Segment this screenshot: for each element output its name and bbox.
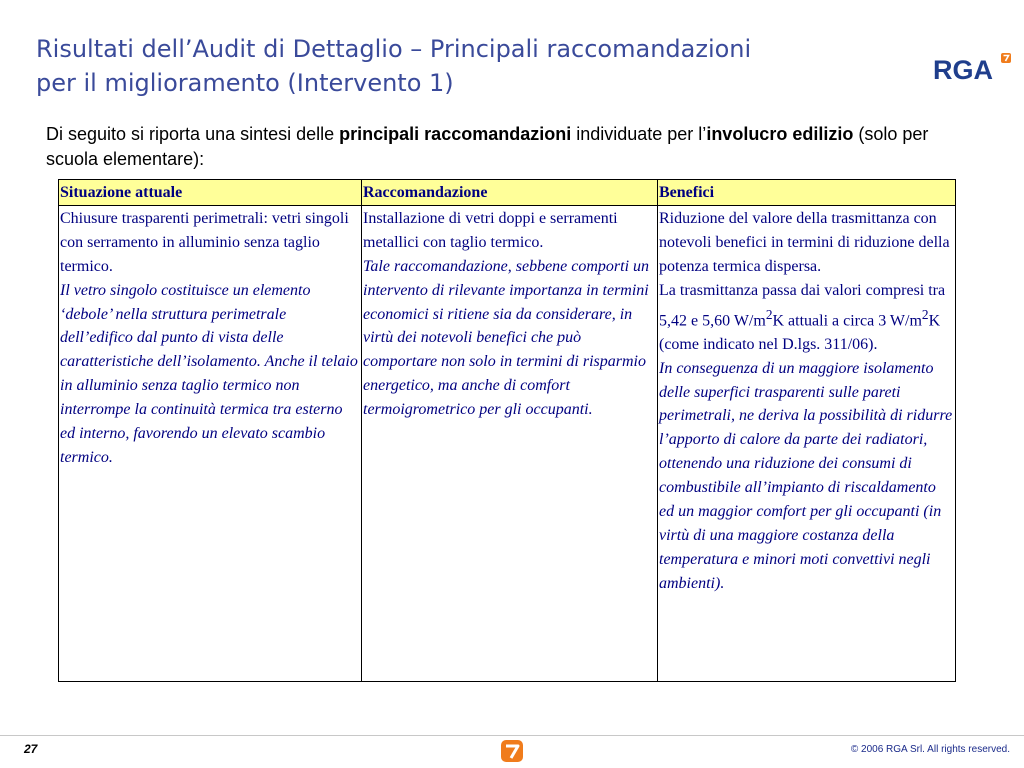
cell-raccomandazione xyxy=(362,205,658,681)
slide-title-line1: Risultati dell’Audit di Dettaglio – Principali raccomandazioni xyxy=(36,35,752,63)
benefici-text-1: Riduzione del valore della trasmittanza con notevoli benefici in termini di riduzione della potenza termica dispersa. xyxy=(659,209,950,275)
rga-logo xyxy=(932,52,1012,84)
footer-logo xyxy=(500,739,524,763)
intro-paragraph xyxy=(46,122,946,172)
raccomandazione-text: Installazione di vetri doppi e serramenti metallici con taglio termico. xyxy=(363,209,618,251)
recommendations-table xyxy=(58,179,956,682)
rga-logo-badge xyxy=(1001,53,1011,63)
intro-text-1: Di seguito si riporta una sintesi delle xyxy=(46,124,340,144)
situazione-text: Chiusure trasparenti perimetrali: vetri singoli con serramento in alluminio senza taglio termico. xyxy=(60,209,349,275)
copyright-text: © 2006 RGA Srl. All rights reserved. xyxy=(850,744,1010,755)
header-situazione: Situazione attuale xyxy=(59,180,362,206)
rga-seven-icon xyxy=(500,739,524,763)
benefici-text-2 xyxy=(659,279,954,357)
cell-benefici xyxy=(658,205,956,681)
slide-title-line2: per il miglioramento (Intervento 1) xyxy=(36,69,454,97)
footer-divider xyxy=(0,735,1024,736)
intro-bold-1: principali raccomandazioni xyxy=(339,124,572,144)
page-number: 27 xyxy=(24,742,38,756)
table-header-row xyxy=(59,180,956,206)
situazione-note: Il vetro singolo costituisce un elemento ‘debole’ nella struttura perimetrale dell’edifico dal punto di vista delle caratteristiche dell’isolamento. Anche il telaio in alluminio senza taglio termico non interrompe la continuità termica tra esterno ed interno, favorendo un elevato scambio termico. xyxy=(60,281,358,466)
intro-text-2: individuate per l’ xyxy=(571,124,707,144)
table-row xyxy=(59,205,956,681)
intro-bold-2: involucro edilizio xyxy=(706,124,854,144)
intro-text-3: (solo per scuola elementare): xyxy=(46,124,929,169)
superscript-1: 2 xyxy=(765,306,773,322)
rga-logo-icon xyxy=(932,52,1012,84)
header-raccomandazione: Raccomandazione xyxy=(362,180,658,206)
header-benefici: Benefici xyxy=(658,180,956,206)
raccomandazione-note: Tale raccomandazione, sebbene comporti un intervento di rilevante importanza in termini economici si ritiene sia da considerare, in virtù dei notevoli benefici che può comportare non solo in termini di risparmio energetico, ma anche di comfort termoigrometrico per gli occupanti. xyxy=(363,257,650,419)
benefici-note: In conseguenza di un maggiore isolamento delle superfici trasparenti sulle pareti perimetrali, ne deriva la possibilità di ridurre l’apporto di calore da parte dei radiatori, ottenendo una riduzione dei consumi di combustibile all’impianto di riscaldamento ed un maggior comfort per gli occupanti (in virtù di una maggiore costanza della temperatura e minori moti convettivi negli ambienti). xyxy=(659,359,953,592)
benefici-text-2b: K attuali a circa 3 W/m xyxy=(772,311,922,329)
rga-logo-text: RGA xyxy=(933,55,993,84)
slide-title xyxy=(36,32,916,100)
superscript-2: 2 xyxy=(921,306,929,322)
benefici-text-2a: La trasmittanza passa dai valori compresi tra 5,42 e 5,60 W/m xyxy=(659,281,946,329)
benefici-text-2c: K (come indicato nel D.lgs. 311/06). xyxy=(659,311,941,353)
cell-situazione xyxy=(59,205,362,681)
